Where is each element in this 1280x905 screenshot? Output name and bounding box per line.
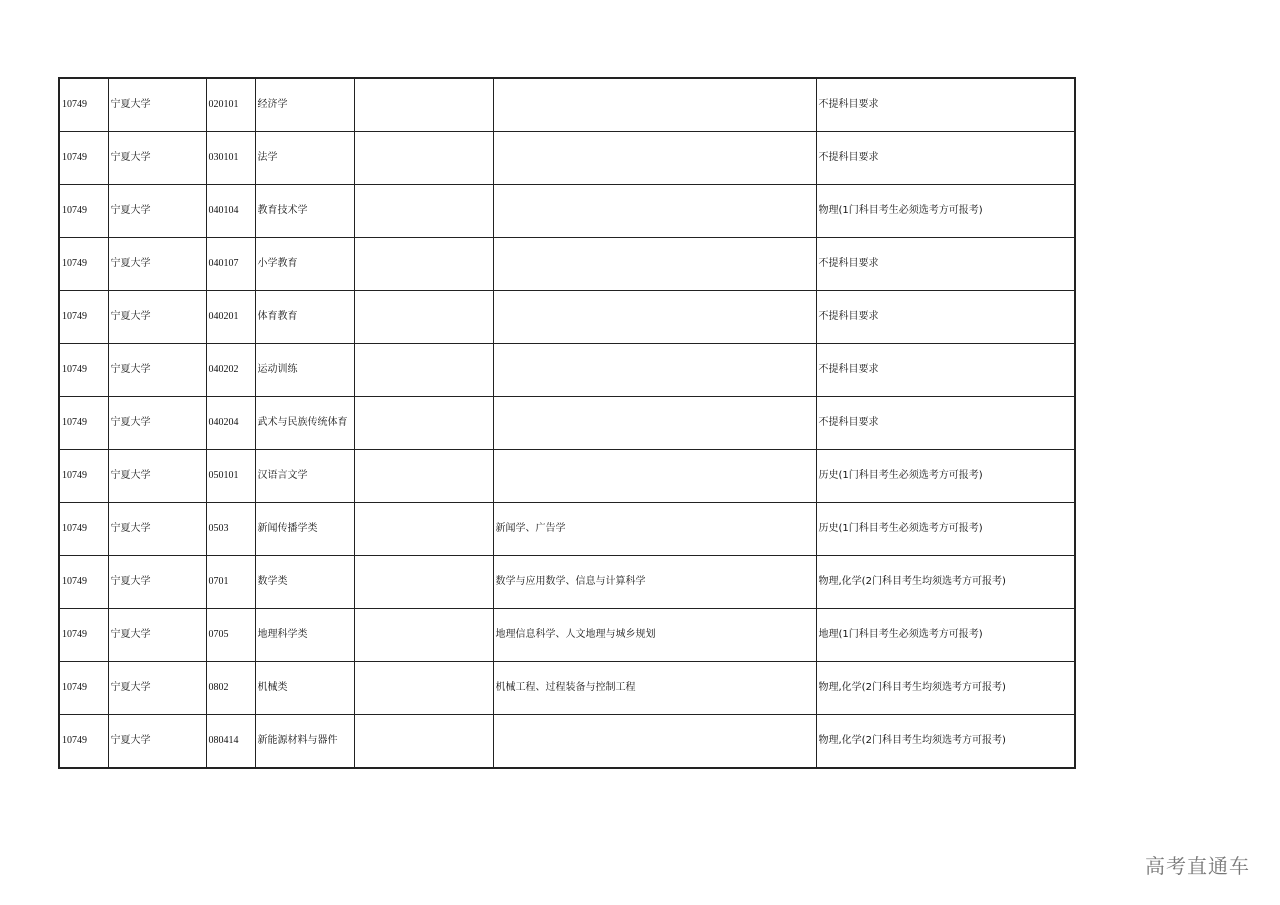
table-row [59, 185, 1075, 238]
school-code-cell: 10749 [59, 238, 108, 291]
included-majors-cell [493, 715, 816, 769]
major-name-cell: 法学 [255, 132, 354, 185]
empty-cell [354, 185, 493, 238]
subject-requirement-cell: 不提科目要求 [816, 78, 1075, 132]
school-name-cell: 宁夏大学 [108, 78, 206, 132]
major-name-cell: 新能源材料与器件 [255, 715, 354, 769]
subject-requirement-cell: 物理,化学(2门科目考生均须选考方可报考) [816, 662, 1075, 715]
empty-cell [354, 132, 493, 185]
requirements-table [58, 77, 1076, 769]
table-row [59, 715, 1075, 769]
school-name-cell: 宁夏大学 [108, 344, 206, 397]
table-row [59, 662, 1075, 715]
major-code-cell: 0802 [206, 662, 255, 715]
school-code-cell: 10749 [59, 450, 108, 503]
major-name-cell: 教育技术学 [255, 185, 354, 238]
table-row [59, 291, 1075, 344]
school-code-cell: 10749 [59, 291, 108, 344]
major-name-cell: 小学教育 [255, 238, 354, 291]
major-code-cell: 020101 [206, 78, 255, 132]
empty-cell [354, 344, 493, 397]
included-majors-cell [493, 450, 816, 503]
included-majors-cell [493, 238, 816, 291]
school-code-cell: 10749 [59, 132, 108, 185]
empty-cell [354, 503, 493, 556]
table-row [59, 238, 1075, 291]
school-code-cell: 10749 [59, 78, 108, 132]
school-name-cell: 宁夏大学 [108, 132, 206, 185]
major-name-cell: 武术与民族传统体育 [255, 397, 354, 450]
major-code-cell: 080414 [206, 715, 255, 769]
subject-requirement-cell: 地理(1门科目考生必须选考方可报考) [816, 609, 1075, 662]
major-name-cell: 运动训练 [255, 344, 354, 397]
major-name-cell: 新闻传播学类 [255, 503, 354, 556]
included-majors-cell [493, 344, 816, 397]
table-row [59, 397, 1075, 450]
school-code-cell: 10749 [59, 344, 108, 397]
major-name-cell: 体育教育 [255, 291, 354, 344]
included-majors-cell: 地理信息科学、人文地理与城乡规划 [493, 609, 816, 662]
school-name-cell: 宁夏大学 [108, 185, 206, 238]
subject-requirement-cell: 不提科目要求 [816, 238, 1075, 291]
table-row [59, 78, 1075, 132]
school-name-cell: 宁夏大学 [108, 662, 206, 715]
major-name-cell: 地理科学类 [255, 609, 354, 662]
empty-cell [354, 291, 493, 344]
major-code-cell: 0503 [206, 503, 255, 556]
subject-requirement-cell: 历史(1门科目考生必须选考方可报考) [816, 503, 1075, 556]
table-row [59, 609, 1075, 662]
school-name-cell: 宁夏大学 [108, 503, 206, 556]
subject-requirement-cell: 物理,化学(2门科目考生均须选考方可报考) [816, 715, 1075, 769]
school-name-cell: 宁夏大学 [108, 291, 206, 344]
subject-requirement-cell: 不提科目要求 [816, 291, 1075, 344]
school-code-cell: 10749 [59, 715, 108, 769]
empty-cell [354, 238, 493, 291]
school-name-cell: 宁夏大学 [108, 715, 206, 769]
included-majors-cell: 机械工程、过程装备与控制工程 [493, 662, 816, 715]
subject-requirement-cell: 物理,化学(2门科目考生均须选考方可报考) [816, 556, 1075, 609]
table-row [59, 132, 1075, 185]
empty-cell [354, 609, 493, 662]
included-majors-cell: 新闻学、广告学 [493, 503, 816, 556]
watermark-text: 高考直通车 [1145, 854, 1250, 878]
school-code-cell: 10749 [59, 609, 108, 662]
included-majors-cell [493, 185, 816, 238]
subject-requirement-cell: 不提科目要求 [816, 132, 1075, 185]
major-name-cell: 汉语言文学 [255, 450, 354, 503]
major-code-cell: 040202 [206, 344, 255, 397]
table-body [59, 78, 1075, 768]
major-code-cell: 0701 [206, 556, 255, 609]
school-code-cell: 10749 [59, 185, 108, 238]
school-code-cell: 10749 [59, 397, 108, 450]
table-row [59, 450, 1075, 503]
major-code-cell: 0705 [206, 609, 255, 662]
school-name-cell: 宁夏大学 [108, 397, 206, 450]
major-code-cell: 040104 [206, 185, 255, 238]
major-code-cell: 040107 [206, 238, 255, 291]
major-name-cell: 机械类 [255, 662, 354, 715]
included-majors-cell [493, 78, 816, 132]
included-majors-cell [493, 291, 816, 344]
school-name-cell: 宁夏大学 [108, 556, 206, 609]
empty-cell [354, 450, 493, 503]
table-row [59, 344, 1075, 397]
included-majors-cell [493, 132, 816, 185]
major-code-cell: 040204 [206, 397, 255, 450]
major-name-cell: 数学类 [255, 556, 354, 609]
major-code-cell: 050101 [206, 450, 255, 503]
empty-cell [354, 715, 493, 769]
empty-cell [354, 78, 493, 132]
table-row [59, 503, 1075, 556]
school-code-cell: 10749 [59, 556, 108, 609]
empty-cell [354, 397, 493, 450]
major-code-cell: 040201 [206, 291, 255, 344]
empty-cell [354, 556, 493, 609]
subject-requirement-cell: 不提科目要求 [816, 397, 1075, 450]
school-code-cell: 10749 [59, 503, 108, 556]
included-majors-cell [493, 397, 816, 450]
table-row [59, 556, 1075, 609]
empty-cell [354, 662, 493, 715]
school-name-cell: 宁夏大学 [108, 238, 206, 291]
subject-requirement-cell: 不提科目要求 [816, 344, 1075, 397]
school-name-cell: 宁夏大学 [108, 609, 206, 662]
school-name-cell: 宁夏大学 [108, 450, 206, 503]
school-code-cell: 10749 [59, 662, 108, 715]
major-code-cell: 030101 [206, 132, 255, 185]
included-majors-cell: 数学与应用数学、信息与计算科学 [493, 556, 816, 609]
major-name-cell: 经济学 [255, 78, 354, 132]
subject-requirement-cell: 物理(1门科目考生必须选考方可报考) [816, 185, 1075, 238]
subject-requirement-cell: 历史(1门科目考生必须选考方可报考) [816, 450, 1075, 503]
